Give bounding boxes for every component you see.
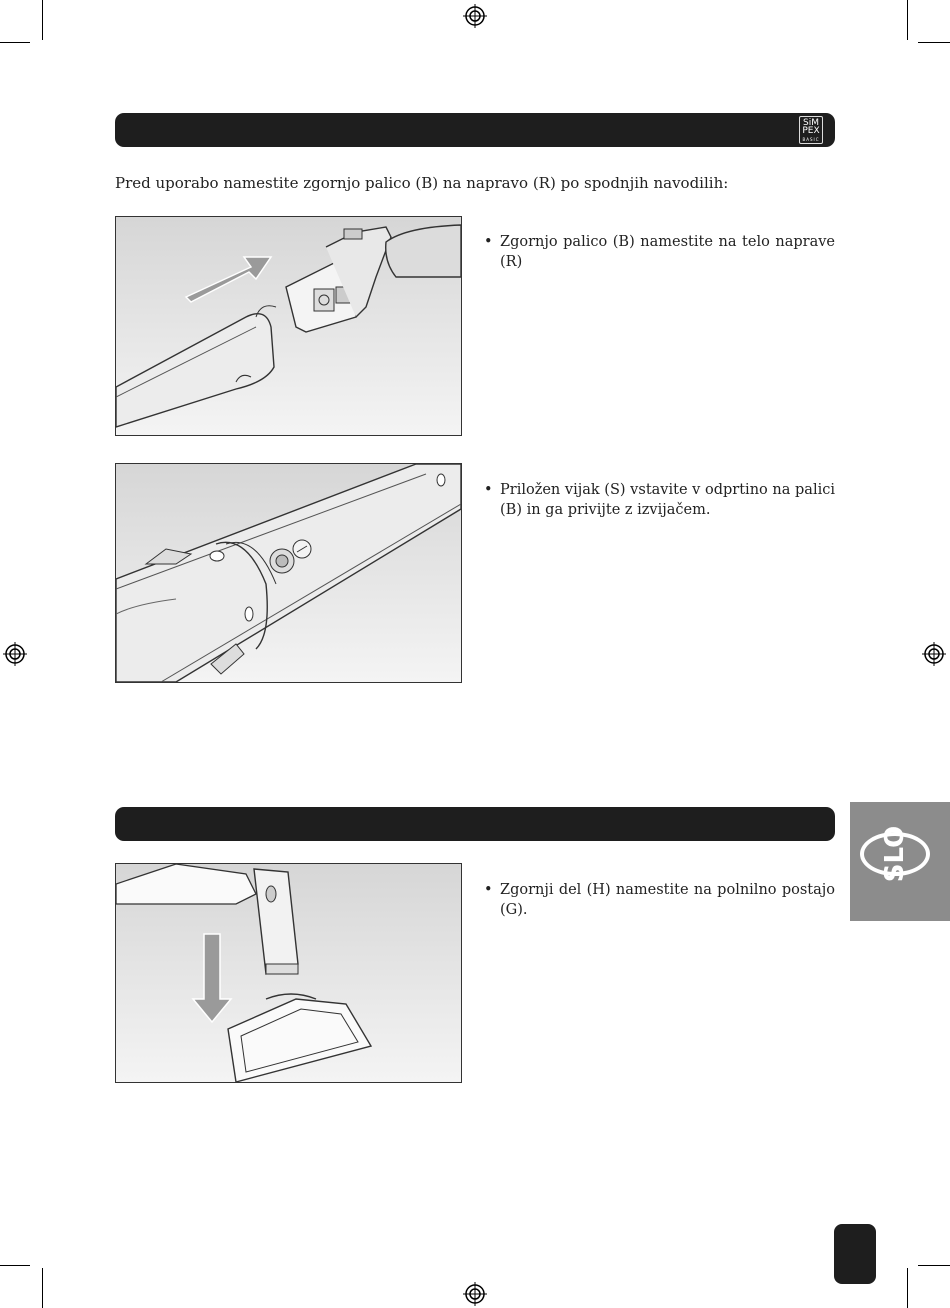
intro-text: Pred uporabo namestite zgornjo palico (B) na napravo (R) po spodnjih navodilih: (115, 174, 729, 192)
step-instruction (484, 480, 835, 520)
language-tab (850, 802, 950, 921)
registration-mark-icon (463, 4, 487, 28)
crop-mark (0, 42, 30, 43)
step-text: Priložen vijak (S) vstavite v odprtino na palici (B) in ga privijte z izvijačem. (500, 482, 835, 518)
registration-mark-icon (463, 1282, 487, 1306)
language-label: SLO (880, 825, 910, 883)
bullet-marker: • (484, 482, 493, 498)
page-number-tab (834, 1224, 876, 1284)
registration-mark-icon (3, 642, 27, 666)
crop-mark (918, 42, 950, 43)
section-header-bar (115, 807, 835, 841)
bullet-marker: • (484, 234, 493, 250)
simpex-logo (799, 116, 823, 144)
step-instruction (484, 232, 835, 272)
crop-mark (42, 0, 43, 40)
logo-subtext: BASIC (802, 137, 820, 142)
figure-charging-station (115, 863, 462, 1083)
crop-mark (907, 0, 908, 40)
registration-mark-icon (922, 642, 946, 666)
logo-text-line: SiM (803, 118, 819, 128)
figure-insert-screw (115, 463, 462, 683)
step-text: Zgornjo palico (B) namestite na telo naprave (R) (500, 234, 835, 270)
logo-text-line: PEX (802, 126, 820, 136)
step-text: Zgornji del (H) namestite na polnilno postajo (G). (500, 882, 835, 918)
crop-mark (0, 1265, 30, 1266)
bullet-marker: • (484, 882, 493, 898)
crop-mark (907, 1268, 908, 1308)
section-header-bar (115, 113, 835, 147)
step-instruction (484, 880, 835, 920)
figure-attach-handle (115, 216, 462, 436)
crop-mark (42, 1268, 43, 1308)
crop-mark (918, 1265, 950, 1266)
